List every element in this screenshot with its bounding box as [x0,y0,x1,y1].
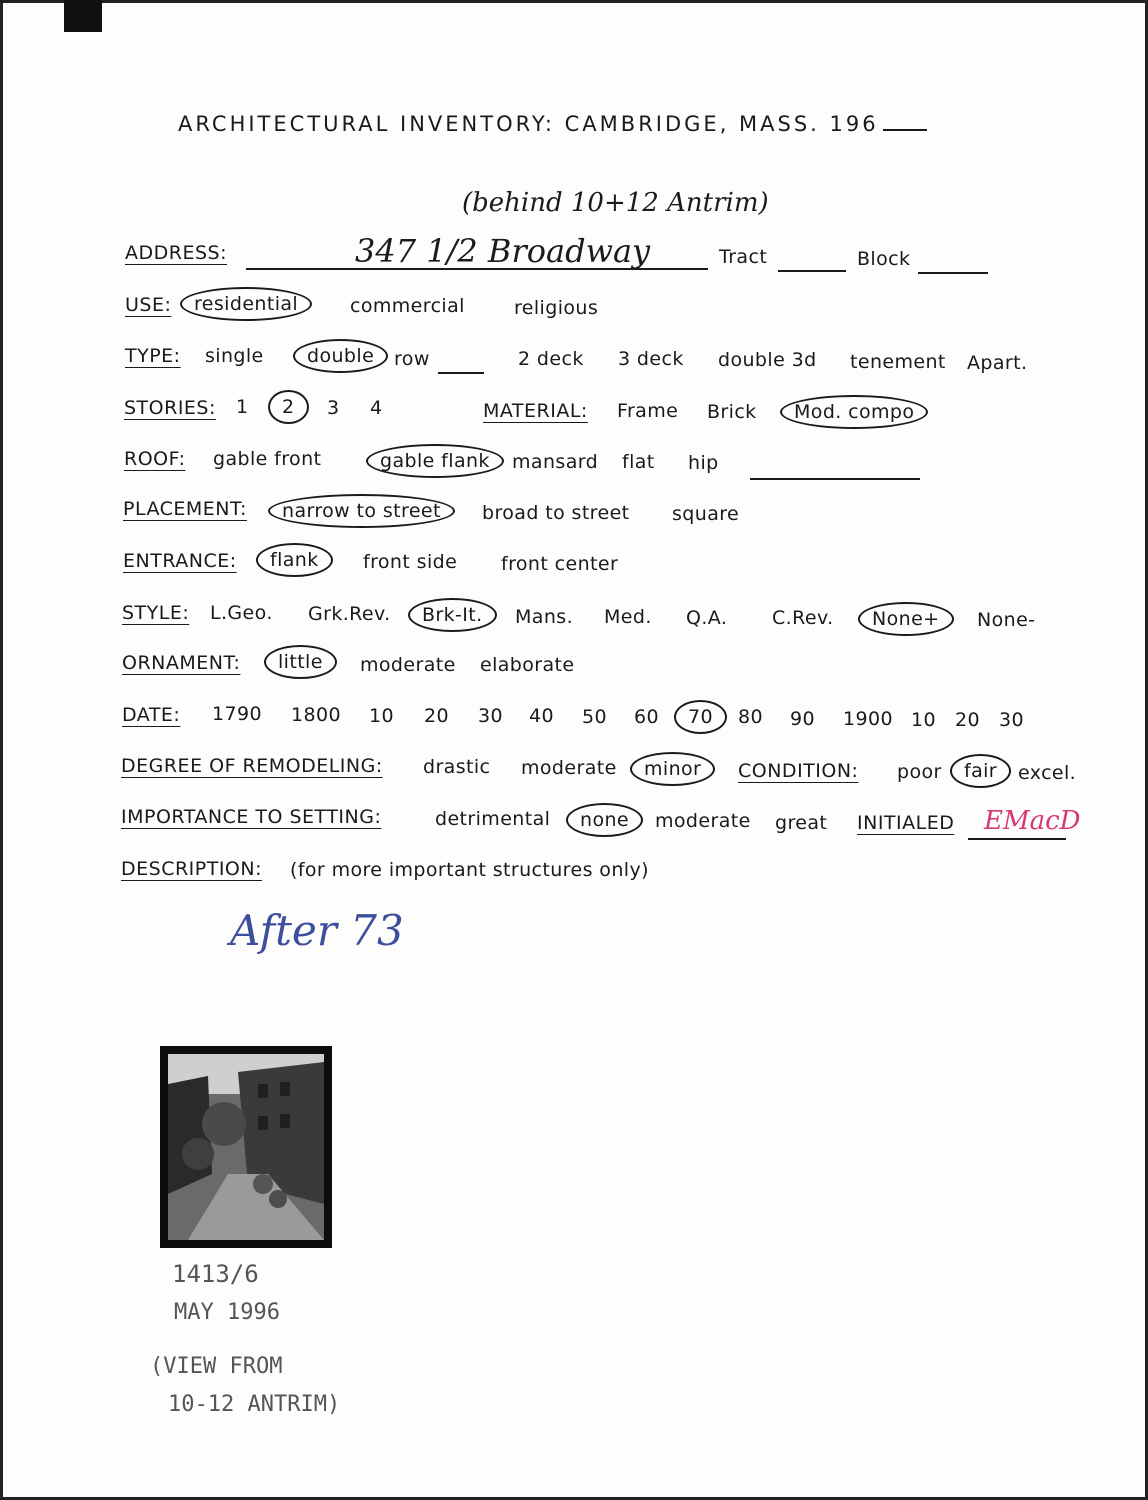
form-header [178,112,927,136]
style-option-lgeo: L.Geo. [210,602,273,624]
stories-option-2: 2 [280,396,309,418]
date-option-1920: 20 [955,709,980,731]
address-label: ADDRESS: [125,242,227,264]
photo-reference: 1413/6 [172,1260,259,1288]
date-option-80: 80 [738,706,763,728]
placement-option-broad: broad to street [482,502,630,524]
block-blank [918,272,988,274]
type-label: TYPE: [125,345,181,367]
ornament-label: ORNAMENT: [122,652,241,674]
roof-option-gable-flank: gable flank [378,450,504,472]
entrance-option-flank: flank [268,549,333,571]
style-option-qa: Q.A. [686,607,728,629]
photo-view-line1: (VIEW FROM [150,1354,283,1379]
stories-option-4: 4 [370,397,383,419]
corner-mark [64,0,102,32]
remodeling-option-moderate: moderate [521,757,617,779]
condition-option-poor: poor [897,761,942,783]
date-option-20: 20 [424,705,449,727]
block-label: Block [857,248,911,270]
roof-option-flat: flat [622,451,655,473]
type-option-row: row [394,348,430,370]
description-label: DESCRIPTION: [121,858,263,880]
building-photo [160,1046,332,1248]
importance-option-moderate: moderate [655,810,751,832]
initialed-line [968,838,1066,840]
date-option-40: 40 [529,705,554,727]
placement-label: PLACEMENT: [123,498,247,520]
roof-other-blank [750,478,920,480]
ornament-option-elaborate: elaborate [480,654,575,676]
date-option-10: 10 [369,705,394,727]
date-option-30: 30 [478,705,503,727]
condition-label: CONDITION: [738,760,859,782]
date-option-1930: 30 [999,709,1024,731]
stories-option-1: 1 [236,396,249,418]
use-option-religious: religious [514,297,599,319]
material-option-modcompo: Mod. compo [792,401,928,423]
style-option-mans: Mans. [515,606,574,628]
roof-option-mansard: mansard [512,451,599,473]
type-option-2deck: 2 deck [518,348,584,370]
condition-option-fair: fair [962,760,1011,782]
style-option-med: Med. [604,606,652,628]
description-note: (for more important structures only) [290,859,649,881]
date-option-1800: 1800 [291,704,341,726]
condition-option-excel: excel. [1018,762,1077,784]
type-option-tenement: tenement [850,351,946,373]
material-option-brick: Brick [707,401,757,423]
use-option-commercial: commercial [350,295,465,317]
date-option-1910: 10 [911,709,936,731]
style-option-crev: C.Rev. [772,607,834,629]
stories-label: STORIES: [124,397,216,419]
type-option-apart: Apart. [967,352,1028,374]
type-option-single: single [205,345,264,367]
importance-option-none: none [578,809,643,831]
type-option-3deck: 3 deck [618,348,684,370]
roof-option-gable-front: gable front [213,448,322,470]
date-option-60: 60 [634,706,659,728]
type-option-double: double [305,345,388,367]
type-option-double3d: double 3d [718,349,817,371]
annotation-behind: (behind 10+12 Antrim) [462,188,769,218]
placement-option-narrow: narrow to street [280,500,455,522]
entrance-option-front-center: front center [501,553,619,575]
use-label: USE: [125,294,172,316]
ornament-option-little: little [276,651,337,673]
stories-option-3: 3 [327,397,340,419]
ornament-option-moderate: moderate [360,654,456,676]
tract-label: Tract [719,246,768,268]
photo-date: MAY 1996 [174,1300,280,1325]
date-option-1790: 1790 [212,703,262,725]
photo-view-line2: 10-12 ANTRIM) [168,1392,341,1417]
date-label: DATE: [122,704,181,726]
address-value: 347 1/2 Broadway [355,232,651,270]
remodeling-label: DEGREE OF REMODELING: [121,755,383,777]
style-option-none-plus: None+ [870,608,954,630]
importance-label: IMPORTANCE TO SETTING: [121,806,382,828]
form-title: ARCHITECTURAL INVENTORY: CAMBRIDGE, MASS. 196 [178,112,879,136]
date-option-50: 50 [582,706,607,728]
year-blank [883,129,927,131]
entrance-option-front-side: front side [363,551,458,573]
address-row [125,242,227,264]
placement-option-square: square [672,503,740,525]
tract-blank [778,270,846,272]
importance-option-detrimental: detrimental [435,808,551,830]
material-label: MATERIAL: [483,400,588,422]
handwritten-after-73: After 73 [230,906,404,955]
remodeling-option-minor: minor [642,758,715,780]
style-option-grkrev: Grk.Rev. [308,603,391,625]
material-option-frame: Frame [617,400,679,422]
use-option-residential: residential [192,293,312,315]
remodeling-option-drastic: drastic [423,756,491,778]
style-option-brkit: Brk-It. [420,604,497,626]
photo-image [168,1054,324,1240]
roof-label: ROOF: [124,448,186,470]
row-blank [438,372,484,374]
initialed-label: INITIALED [857,812,955,834]
style-option-none-minus: None- [977,609,1036,631]
entrance-label: ENTRANCE: [123,550,237,572]
date-option-70: 70 [686,706,727,728]
date-option-1900: 1900 [843,708,893,730]
style-label: STYLE: [122,602,190,624]
date-option-90: 90 [790,708,815,730]
initialed-signature: EMacD [984,806,1081,836]
roof-option-hip: hip [688,452,719,474]
importance-option-great: great [775,812,828,834]
